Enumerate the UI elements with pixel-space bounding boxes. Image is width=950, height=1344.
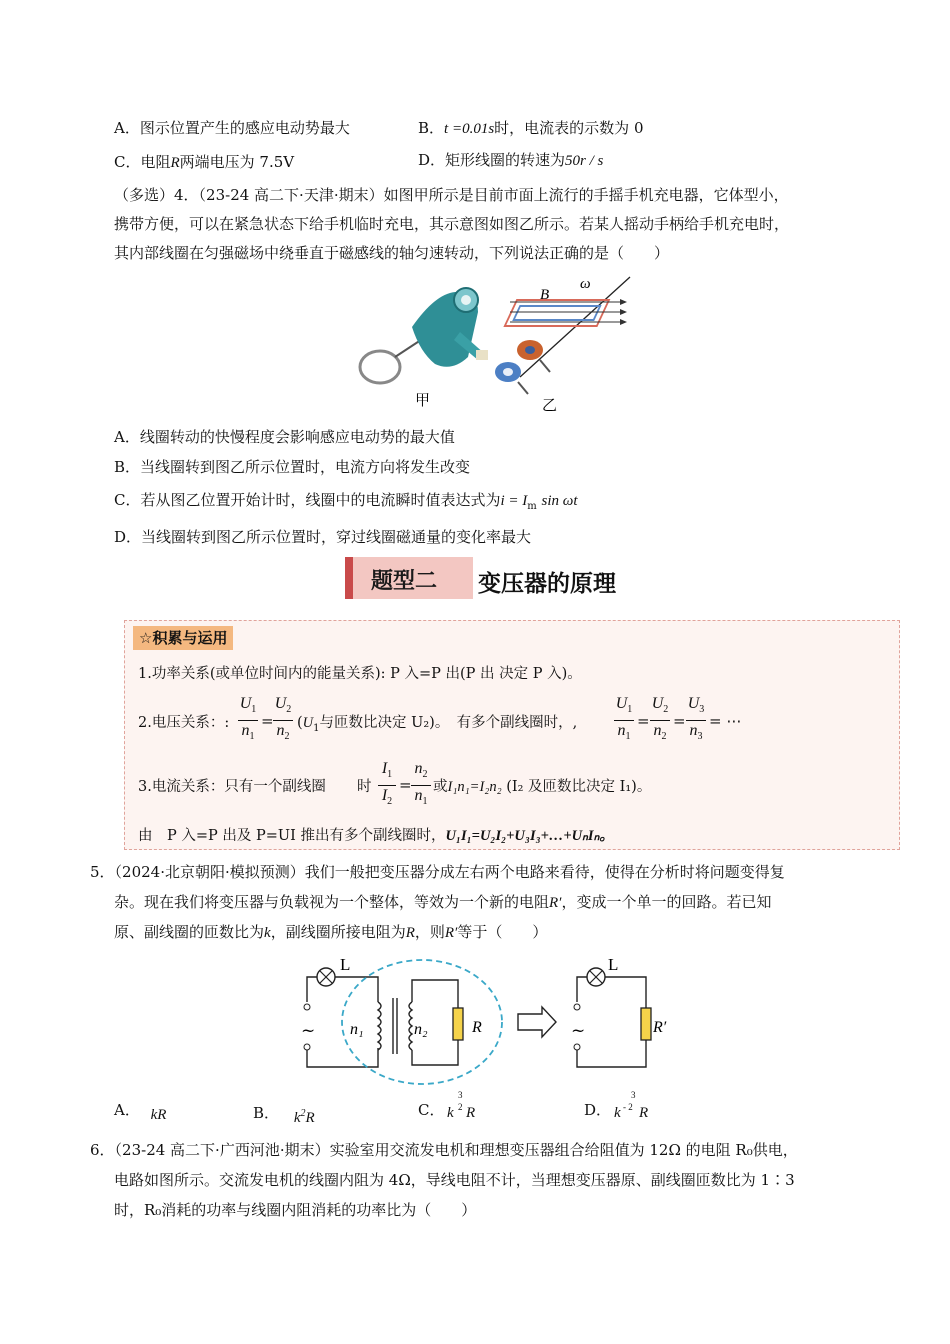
q5-option-d-label: D． <box>584 1101 612 1119</box>
current-eq: I₁n₁=I₂n₂ <box>447 779 502 795</box>
frac-den: I <box>381 787 388 805</box>
q5-line-3a: 原、副线圈的匝数比为 <box>114 923 265 941</box>
frac-i1-i2 <box>378 760 396 811</box>
frac-u3-n3-multi <box>686 695 706 746</box>
q3-option-c-text2: 两端电压为 7.5V <box>179 153 295 171</box>
q5-r-prime-2: R′ <box>444 925 458 941</box>
q5-r-prime: R′ <box>549 895 562 911</box>
q5-option-b <box>253 1100 315 1126</box>
paren: ( <box>297 715 303 731</box>
u-symbol: U <box>302 715 314 731</box>
q5-line-3g: 等于（ ） <box>457 923 548 941</box>
eq-sign: = <box>399 776 412 794</box>
ac-source-icon: ~ <box>571 1021 586 1041</box>
r: R <box>305 1110 315 1126</box>
frac-num-sub: 2 <box>286 704 292 716</box>
q5-option-a-label: A． <box>114 1101 140 1119</box>
q3-option-a: A．图示位置产生的感应电动势最大 <box>114 119 350 137</box>
q3-option-d-text: D．矩形线圈的转速为 <box>418 151 566 169</box>
sup-top: 3 <box>458 1090 463 1100</box>
q4-line-2: 携带方便，可以在紧急状态下给手机临时充电，其示意图如图乙所示。若某人摇动手柄给手机充电时， <box>114 215 790 233</box>
q5-line-2a: 杂。现在我们将变压器与负载视为一个整体，等效为一个新的电阻 <box>114 893 550 911</box>
frac-num-sub: 3 <box>699 704 705 716</box>
fig-omega-label: ω <box>580 276 591 292</box>
q4-figure <box>340 272 640 417</box>
eq-sign: = <box>637 712 650 730</box>
frac-num: U <box>239 695 252 712</box>
r: R <box>639 1105 649 1121</box>
box-multi-coil-eq: U₁I₁=U₂I₂+U₃I₃+…+UₙIₙ。 <box>445 828 614 844</box>
frac-den-sub: 1 <box>249 731 255 743</box>
frac-den: n <box>241 722 250 740</box>
q4-line-1: （多选）4．（23-24 高二下·天津·期末）如图甲所示是目前市面上流行的手摇手机充电器，它体型小， <box>114 186 789 204</box>
fig-yi-label: 乙 <box>542 396 558 414</box>
frac-u2-n2-multi <box>650 695 670 746</box>
frac-num: U <box>615 695 628 712</box>
box-voltage-text <box>297 713 577 739</box>
q5-option-c-label: C． <box>418 1101 445 1119</box>
fig-r-label: R <box>472 1019 482 1036</box>
frac-n2-n1 <box>411 760 431 811</box>
eq-sign: = <box>261 712 274 730</box>
frac-num: I <box>381 760 388 777</box>
frac-num-sub: 2 <box>663 704 669 716</box>
fig-n2-label: n₂ <box>414 1021 428 1038</box>
k: k <box>447 1105 454 1121</box>
q5-line-3 <box>114 922 547 943</box>
box-multi-coil <box>138 826 614 846</box>
arrow-right-icon <box>518 1007 556 1037</box>
resistor-r-prime <box>641 1008 651 1040</box>
k: k <box>614 1105 621 1121</box>
box-current-text <box>433 777 651 797</box>
frac-u1-n1-multi <box>614 695 634 746</box>
frac-u2-n2 <box>273 695 293 746</box>
q3-option-b-label: B． <box>418 119 445 137</box>
q6-line-1: 6．（23-24 高二下·广西河池·期末）实验室用交流发电机和理想变压器组合给阻值为 12Ω 的电阻 R₀供电， <box>90 1141 798 1159</box>
frac-num: U <box>274 695 287 712</box>
fig-r-prime-label: R′ <box>653 1019 667 1036</box>
q4-option-c-math: i = I <box>500 493 528 509</box>
huo: 或 <box>433 779 448 795</box>
ac-source-icon: ~ <box>301 1021 316 1041</box>
section-badge <box>345 557 473 599</box>
frac-den: n <box>276 722 285 740</box>
frac-den-sub: 2 <box>661 731 667 743</box>
q3-option-d <box>418 150 603 171</box>
frac-den-sub: 1 <box>625 731 631 743</box>
q3-option-b <box>418 118 643 139</box>
q3-option-c <box>114 152 294 173</box>
frac-num-sub: 1 <box>251 704 257 716</box>
frac-den-sub: 3 <box>697 731 703 743</box>
charger-illustration <box>360 288 488 383</box>
k: k <box>293 1110 301 1126</box>
sup-bot: - 2 <box>623 1102 633 1112</box>
q5-line-2 <box>114 892 771 913</box>
q5-option-d <box>584 1100 611 1120</box>
q5-option-c <box>418 1100 444 1120</box>
frac-den: n <box>689 722 698 740</box>
q4-option-c-sub: m <box>527 501 537 512</box>
u-sub: 1 <box>313 722 320 734</box>
q3-option-b-math: t =0.01s <box>444 121 495 137</box>
q5-line-3e: ，则 <box>414 923 445 941</box>
q6-line-3: 时，R₀消耗的功率与线圈内阻消耗的功率比为（ ） <box>114 1201 477 1219</box>
box-voltage-rest: 与匝数比决定 U₂)。 有多个副线圈时，, <box>319 715 578 731</box>
q4-option-a: A．线圈转动的快慢程度会影响感应电动势的最大值 <box>114 428 455 446</box>
q4-option-c <box>114 490 578 517</box>
q4-option-b: B．当线圈转到图乙所示位置时，电流方向将发生改变 <box>114 458 471 476</box>
fig-n1-label: n₁ <box>350 1021 364 1038</box>
q3-option-b-text: 时，电流表的示数为 0 <box>494 119 644 137</box>
box-current-label: 3.电流关系：只有一个副线圈 <box>138 779 326 795</box>
sup-bot: 2 <box>458 1102 463 1112</box>
frac-den: n <box>414 787 423 805</box>
frac-num-sub: 1 <box>387 769 393 781</box>
box-current-shi: 时 <box>357 779 372 795</box>
frac-num: U <box>687 695 700 712</box>
q5-line-1: 5．（2024·北京朝阳·模拟预测）我们一般把变压器分成左右两个电路来看待，使得在分析时将问题变得复 <box>90 863 785 881</box>
q5-option-b-label: B． <box>253 1104 280 1122</box>
fig-jia-label: 甲 <box>415 391 431 409</box>
q4-option-c-math2: sin ωt <box>541 493 578 509</box>
frac-den: n <box>617 722 626 740</box>
frac-num: U <box>651 695 664 712</box>
frac-den-sub: 2 <box>387 796 393 808</box>
box-multi-coil-text: 由 P 入=P 出及 P=UI 推出有多个副线圈时， <box>138 828 446 844</box>
section-badge-text: 题型二 <box>371 569 438 594</box>
q3-option-c-r: R <box>170 155 180 171</box>
q5-circuit-figure <box>290 952 670 1092</box>
q5-r: R <box>405 925 415 941</box>
q4-option-c-text: C．若从图乙位置开始计时，线圈中的电流瞬时值表达式为 <box>114 491 501 509</box>
q5-option-a-math: kR <box>150 1107 167 1123</box>
frac-den-sub: 1 <box>422 796 428 808</box>
frac-num-sub: 2 <box>422 769 428 781</box>
eq-sign: = <box>673 712 686 730</box>
frac-den-sub: 2 <box>284 731 290 743</box>
current-rest: (I₂ 及匝数比决定 I₁)。 <box>506 779 652 795</box>
q4-option-d: D．当线圈转到图乙所示位置时，穿过线圈磁通量的变化率最大 <box>114 528 532 546</box>
frac-u1-n1 <box>238 695 258 746</box>
q5-line-3c: ，副线圈所接电阻为 <box>270 923 406 941</box>
q5-option-b-math <box>294 1110 315 1126</box>
r: R <box>466 1105 476 1121</box>
section-title: 变压器的原理 <box>478 571 616 597</box>
q4-line-3: 其内部线圈在匀强磁场中绕垂直于磁感线的轴匀速转动，下列说法正确的是（ ） <box>114 244 670 262</box>
q5-line-2c: ，变成一个单一的回路。若已知 <box>561 893 772 911</box>
generator-schematic <box>495 277 630 394</box>
q3-option-c-text1: C．电阻 <box>114 153 171 171</box>
eq-dots: = ⋯ <box>709 712 742 730</box>
box-voltage-label: 2.电压关系：: <box>138 715 230 731</box>
q3-option-d-math: 50r / s <box>565 153 604 169</box>
fig-l2-label: L <box>608 955 619 974</box>
fig-l-label: L <box>340 955 351 974</box>
frac-den: n <box>653 722 662 740</box>
fig-b-label: B <box>540 287 550 303</box>
frac-num-sub: 1 <box>627 704 633 716</box>
q5-k: k <box>264 925 271 941</box>
resistor-r <box>453 1008 463 1040</box>
frac-num: n <box>414 760 423 777</box>
sup-top: 3 <box>631 1090 636 1100</box>
q6-line-2: 电路如图所示。交流发电机的线圈内阻为 4Ω，导线电阻不计，当理想变压器原、副线圈匝数比为 1∶3 <box>114 1171 795 1189</box>
box-power-relation: 1.功率关系(或单位时间内的能量关系): P 入=P 出(P 出 决定 P 入)。 <box>138 666 582 682</box>
knowledge-box-tag: ☆积累与运用 <box>133 626 233 650</box>
q5-option-a <box>114 1100 167 1123</box>
sup: 2 <box>300 1108 306 1119</box>
